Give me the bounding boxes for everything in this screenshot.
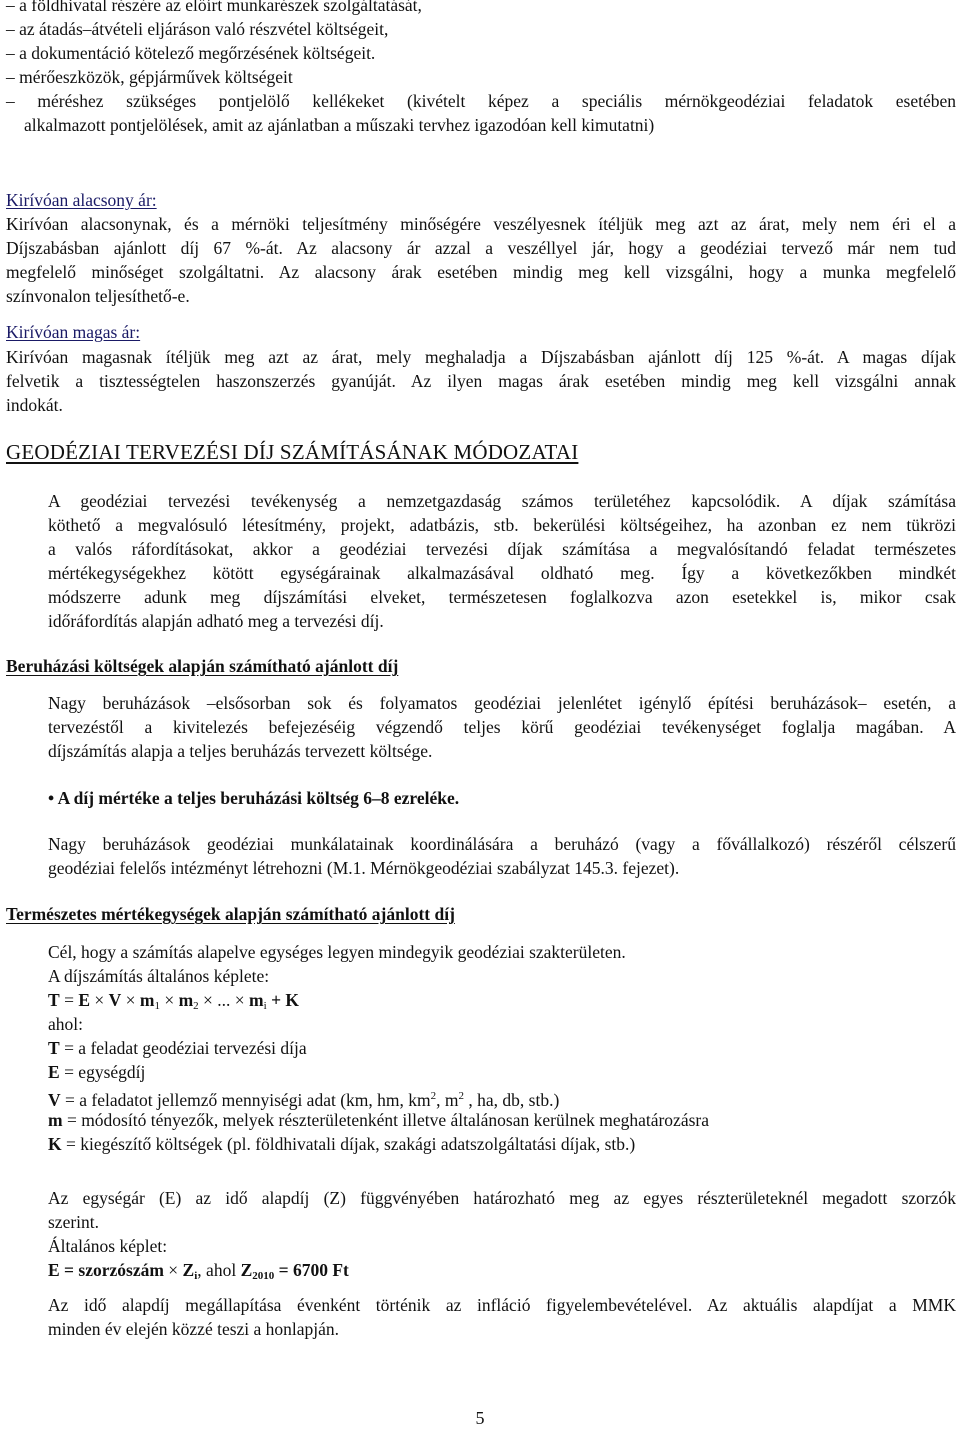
paragraph-line: Nagy beruházások geodéziai munkálatainak koordinálására a beruházó (vagy a fővállalkozó) részéről célszerű <box>48 834 956 854</box>
paragraph-line: módszerre adunk meg díjszámítási elveket, természetesen foglalkozva azon esetekkel is, mikor csak <box>48 587 956 607</box>
paragraph-line: Díjszabásban ajánlott díj 67 %-át. Az alacsony ár azzal a veszéllyel jár, hogy a geodéziai tervező már nem tud <box>6 238 956 258</box>
paragraph-line: minden év elején közzé teszi a honlapján. <box>48 1319 340 1339</box>
paragraph-line: köthető a megvalósuló létesítmény, projekt, adatbázis, stb. bekerülési költségeihez, ha azonban ez nem tükrözi <box>48 515 956 535</box>
investment-heading: Beruházási költségek alapján számítható ajánlott díj <box>6 656 399 676</box>
paragraph-line: megfelelő minőséget szolgáltatni. Az alacsony árak esetében mindig meg kell vizsgálni, hogy a munka megfelelő <box>6 262 956 282</box>
paragraph-line: szerint. <box>48 1212 100 1232</box>
definition-symbol: T <box>48 1038 60 1058</box>
bullet-text: A díj mértéke a teljes beruházási költség 6–8 ezreléke. <box>57 788 460 808</box>
definition-item <box>48 1061 145 1083</box>
paragraph-line: Nagy beruházások –elsősorban sok és folyamatos geodéziai jelenlétet igénylő építési beruházások– esetén, a <box>48 693 956 713</box>
formula-operator: = <box>59 990 79 1010</box>
definition-symbol: m <box>48 1110 63 1130</box>
paragraph-line: Kirívóan magasnak ítéljük meg azt az árat, mely meghaladja a Díjszabásban ajánlott díj 125 %-át. A magas díjak <box>6 347 956 367</box>
definition-symbol: V <box>48 1090 61 1110</box>
definition-symbol: K <box>48 1134 62 1154</box>
paragraph-line: a valós ráfordításokat, akkor a geodéziai tervezési díjak számítása a megvalósítandó feladat természetes <box>48 539 956 559</box>
definition-symbol: E <box>48 1062 60 1082</box>
list-item-continuation: alkalmazott pontjelölések, amit az ajánlatban a műszaki tervhez igazodóan kell kimutatni) <box>24 115 655 135</box>
definition-item <box>48 1037 307 1059</box>
definition-item <box>48 1109 709 1131</box>
ahol-label: ahol: <box>48 1014 83 1034</box>
superscript: 2 <box>458 1090 464 1102</box>
list-item: – az átadás–átvételi eljáráson való részvétel költségeit, <box>6 19 389 39</box>
formula-subscript: 1 <box>154 1000 160 1012</box>
formula-rhs: = 6700 Ft <box>274 1260 349 1280</box>
formula-text: , ahol <box>197 1260 241 1280</box>
formula-symbol: T <box>48 990 60 1010</box>
formula-operator: × <box>230 990 250 1010</box>
definition-text: = módosító tényezők, melyek részterületenként illetve általánosan kerülnek meghatározásra <box>62 1110 710 1130</box>
formula-symbol: E <box>78 990 90 1010</box>
high-price-heading: Kirívóan magas ár: <box>6 322 141 342</box>
formula-symbol: V <box>108 990 122 1010</box>
formula-dots: ... <box>217 990 231 1010</box>
paragraph-line: Az idő alapdíj megállapítása évenként történik az infláció figyelembevételével. Az aktuális alapdíjat a MMK <box>48 1295 956 1315</box>
paragraph-line: Kirívóan alacsonynak, és a mérnöki teljesítmény minőségére veszélyesnek ítéljük meg azt az árat, mely nem éri el a <box>6 214 956 234</box>
formula-main <box>48 989 299 1017</box>
paragraph-line: színvonalon teljesíthető-e. <box>6 286 190 306</box>
formula-operator: × <box>121 990 140 1010</box>
formula-symbol: Z <box>240 1260 253 1280</box>
paragraph-line: A díjszámítás általános képlete: <box>48 966 270 986</box>
formula-unit-price <box>48 1259 349 1287</box>
list-item: – méréshez szükséges pontjelölő kellékeket (kivételt képez a speciális mérnökgeodéziai feladatok esetében <box>6 91 956 111</box>
paragraph-line: időráfordítás alapján adható meg a tervezési díj. <box>48 611 384 631</box>
formula-subscript: i <box>263 1000 267 1012</box>
list-item: – a földhivatal részére az előírt munkarészek szolgáltatását, <box>6 0 422 15</box>
bullet-item <box>48 787 459 809</box>
paragraph-line: A geodéziai tervezési tevékenység a nemzetgazdaság számos területéhez kapcsolódik. A díjak számítása <box>48 491 956 511</box>
low-price-heading: Kirívóan alacsony ár: <box>6 190 157 210</box>
superscript: 2 <box>430 1090 437 1102</box>
formula-operator: + <box>266 990 286 1010</box>
definition-text: = a feladat geodéziai tervezési díja <box>59 1038 307 1058</box>
list-item: – a dokumentáció kötelező megőrzésének költségeit. <box>6 43 376 63</box>
definition-text: = a feladatot jellemző mennyiségi adat (km, hm, km <box>60 1090 431 1110</box>
formula-lhs: E = szorzószám <box>48 1260 164 1280</box>
formula-operator: × <box>198 990 218 1010</box>
page-number: 5 <box>475 1408 485 1428</box>
formula-symbol: Z <box>182 1260 195 1280</box>
paragraph-line: felvetik a tisztességtelen haszonszerzés gyanúját. Az ilyen magas árak esetében mindig meg kell vizsgálni annak <box>6 371 956 391</box>
formula-operator: × <box>90 990 109 1010</box>
formula-subscript: 2010 <box>252 1270 275 1282</box>
definition-text: , m <box>436 1090 459 1110</box>
formula-symbol: m <box>249 990 264 1010</box>
paragraph-line: geodéziai felelős intézményt létrehozni (M.1. Mérnökgeodéziai szabályzat 145.3. fejezet). <box>48 858 680 878</box>
definition-text: = egységdíj <box>59 1062 146 1082</box>
paragraph-line: díjszámítás alapja a teljes beruházás tervezett költsége. <box>48 741 433 761</box>
natural-units-heading: Természetes mértékegységek alapján számítható ajánlott díj <box>6 904 455 924</box>
formula-operator: × <box>159 990 179 1010</box>
general-formula-label: Általános képlet: <box>48 1236 168 1256</box>
bullet-icon: • <box>48 788 55 808</box>
formula-symbol: m <box>139 990 155 1010</box>
definition-text: , ha, db, stb.) <box>464 1090 560 1110</box>
definition-item <box>48 1133 635 1155</box>
formula-subscript: 2 <box>193 1000 199 1012</box>
paragraph-line: mértékegységekhez kötött egységárainak alkalmazásával oldható meg. Így a következőkben mindkét <box>48 563 956 583</box>
paragraph-line: indokát. <box>6 395 63 415</box>
formula-operator: × <box>163 1260 183 1280</box>
section-title: GEODÉZIAI TERVEZÉSI DÍJ SZÁMÍTÁSÁNAK MÓDOZATAI <box>6 440 579 464</box>
formula-symbol: m <box>178 990 194 1010</box>
paragraph-line: Cél, hogy a számítás alapelve egységes legyen mindegyik geodéziai szakterületen. <box>48 942 626 962</box>
formula-symbol: K <box>285 990 300 1010</box>
paragraph-line: tervezéstől a kivitelezés befejezéséig végzendő teljes körű geodéziai tevékenységet foglalja magában. A <box>48 717 956 737</box>
definition-item <box>48 1085 559 1111</box>
list-item: – mérőeszközök, gépjárművek költségeit <box>6 67 293 87</box>
formula-subscript: i <box>194 1270 198 1282</box>
paragraph-line: Az egységár (E) az idő alapdíj (Z) függvényében határozható meg az egyes részterületeknél megadott szorzók <box>48 1188 956 1208</box>
definition-text: = kiegészítő költségek (pl. földhivatali díjak, szakági adatszolgáltatási díjak, stb.) <box>61 1134 636 1154</box>
